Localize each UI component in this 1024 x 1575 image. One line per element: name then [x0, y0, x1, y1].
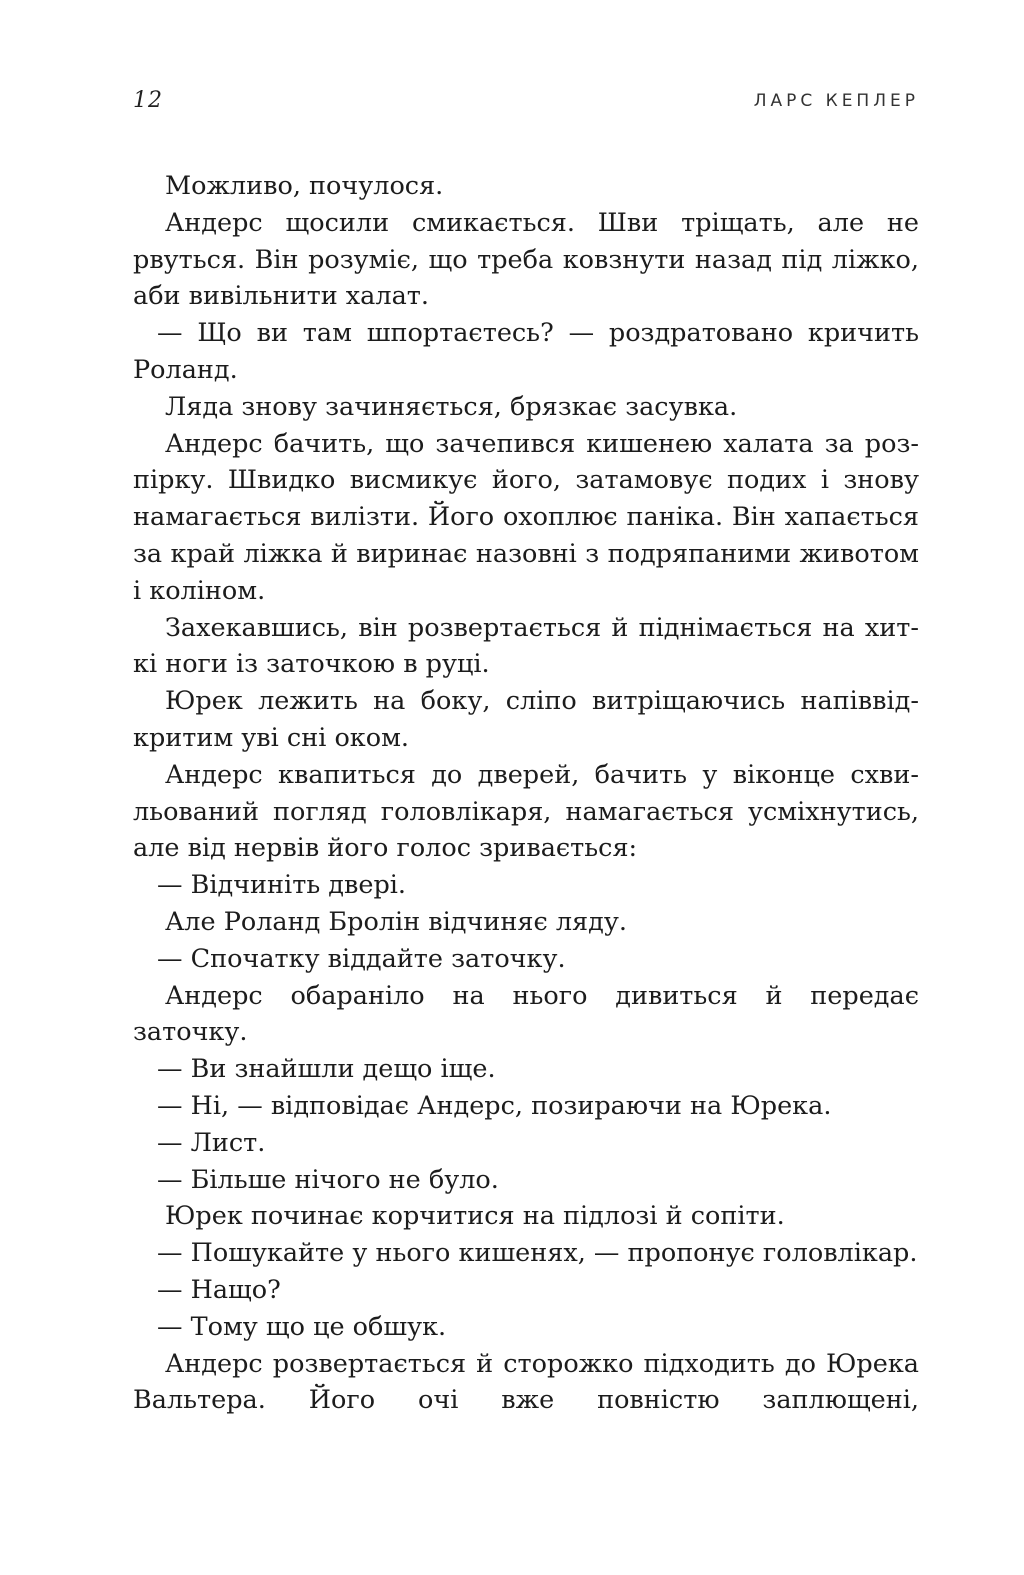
- dialogue-line: — Відчиніть двері.: [157, 870, 407, 901]
- paragraph: Андерс розвертається й сторожко підходить до Юрека Вальтера. Його очі вже повністю заплющені,: [133, 1348, 919, 1416]
- dialogue-line: — Пошукайте у нього кишенях, — пропонує головлікар.: [157, 1238, 918, 1269]
- dialogue-line: — Ви знайшли дещо іще.: [157, 1054, 496, 1085]
- page-header: [133, 88, 919, 124]
- paragraph: Але Роланд Бролін відчиняє ляду.: [165, 906, 627, 937]
- page-number: 12: [133, 88, 163, 113]
- paragraph: Можливо, почулося.: [165, 171, 444, 201]
- dialogue-line: — Нащо?: [157, 1274, 281, 1305]
- paragraph: Андерс бачить, що зачепився кишенею халата за розпірку. Швидко висмикує його, затамовує подих і знову намагається вилізти. Його охоплює паніка. Він хапається за край ліжка й виринає назовні з подряпаними животом і коліном.: [133, 428, 919, 606]
- dialogue-line: — Ні, — відповідає Андерс, позираючи на Юрека.: [157, 1090, 832, 1121]
- body-text: [133, 168, 919, 1419]
- paragraph: Юрек лежить на боку, сліпо витріщаючись напіввідкритим уві сні оком.: [133, 686, 919, 753]
- paragraph: Андерс квапиться до дверей, бачить у віконце схвильований погляд головлікаря, намагається усміхнутись, але від нервів його голос зривається:: [133, 759, 919, 864]
- paragraph: Юрек починає корчитися на підлозі й сопіти.: [165, 1201, 785, 1232]
- dialogue-line: — Що ви там шпортаєтесь? — роздратовано кричить Роланд.: [133, 318, 919, 385]
- dialogue-line: — Спочатку віддайте заточку.: [157, 943, 566, 974]
- dialogue-line: — Тому що це обшук.: [157, 1311, 447, 1342]
- paragraph: Захекавшись, він розвертається й піднімається на хиткі ноги із заточкою в руці.: [133, 612, 919, 680]
- running-head-author: ЛАРС КЕПЛЕР: [753, 91, 919, 111]
- paragraph: Ляда знову зачиняється, брязкає засувка.: [165, 391, 738, 422]
- paragraph: Андерс обаранiло на нього дивиться й передає заточку.: [133, 980, 919, 1048]
- dialogue-line: — Лист.: [157, 1127, 266, 1158]
- dialogue-line: — Більше нічого не було.: [157, 1164, 499, 1195]
- paragraph: Андерс щосили смикається. Шви тріщать, але не рвуться. Він розуміє, що треба ковзнути назад під ліжко, аби вивільнити халат.: [133, 207, 919, 312]
